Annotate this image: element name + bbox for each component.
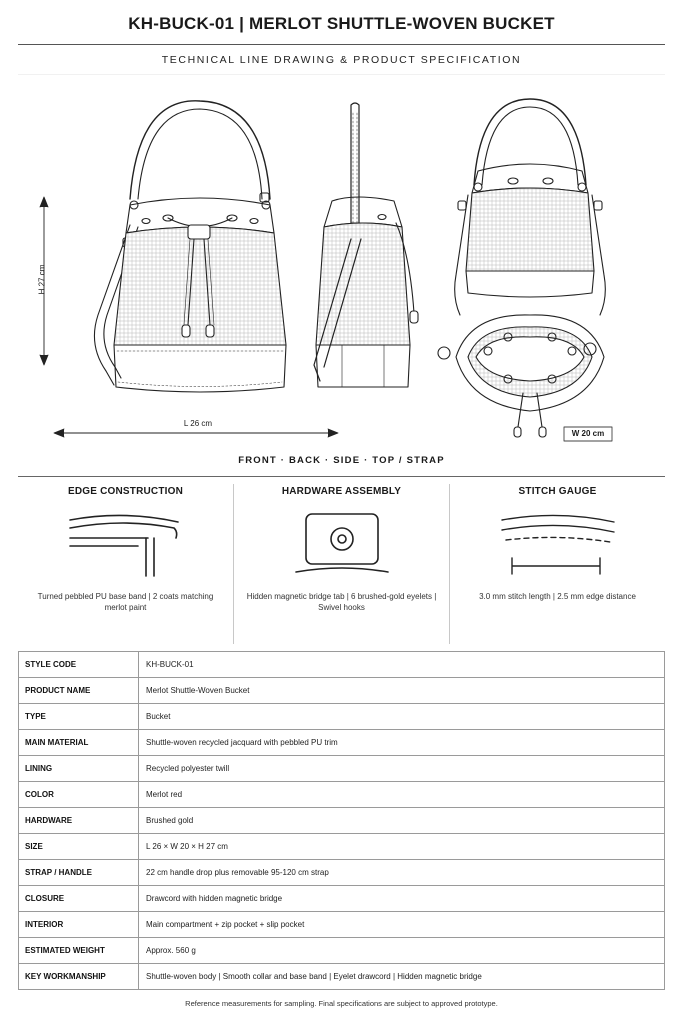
spec-label: LINING <box>19 756 139 782</box>
spec-label: KEY WORKMANSHIP <box>19 964 139 990</box>
table-row <box>19 860 665 886</box>
front-view-drawing <box>94 101 286 392</box>
detail-edge-construction <box>18 478 233 646</box>
detail-hardware-assembly <box>234 478 449 646</box>
title-divider <box>18 44 665 45</box>
back-view-drawing <box>455 99 606 315</box>
spec-label: TYPE <box>19 704 139 730</box>
spec-label: COLOR <box>19 782 139 808</box>
spec-label: STRAP / HANDLE <box>19 860 139 886</box>
hardware-assembly-icon <box>234 506 449 586</box>
side-view-drawing <box>314 103 418 387</box>
table-row <box>19 652 665 678</box>
spec-label: SIZE <box>19 834 139 860</box>
spec-value: Brushed gold <box>139 808 665 834</box>
table-row <box>19 730 665 756</box>
table-row <box>19 808 665 834</box>
table-row <box>19 756 665 782</box>
detail-text: Hidden magnetic bridge tab | 6 brushed-gold eyelets | Swivel hooks <box>246 592 437 612</box>
detail-stitch-gauge <box>450 478 665 646</box>
spec-value: L 26 × W 20 × H 27 cm <box>139 834 665 860</box>
spec-value: Merlot Shuttle-Woven Bucket <box>139 678 665 704</box>
spec-value: Drawcord with hidden magnetic bridge <box>139 886 665 912</box>
technical-line-drawing <box>18 75 665 475</box>
width-dimension-label: W 20 cm <box>571 429 605 438</box>
views-caption: FRONT · BACK · SIDE · TOP / STRAP <box>238 455 445 466</box>
footnote: Reference measurements for sampling. Final specifications are subject to approved prototype. <box>185 999 498 1008</box>
table-row <box>19 834 665 860</box>
spec-label: INTERIOR <box>19 912 139 938</box>
spec-label: CLOSURE <box>19 886 139 912</box>
spec-label: MAIN MATERIAL <box>19 730 139 756</box>
detail-text: Turned pebbled PU base band | 2 coats matching merlot paint <box>37 592 214 612</box>
spec-value: Shuttle-woven body | Smooth collar and base band | Eyelet drawcord | Hidden magnetic bridge <box>139 964 665 990</box>
detail-text: 3.0 mm stitch length | 2.5 mm edge distance <box>479 592 636 601</box>
technical-drawing-panel <box>18 74 665 474</box>
specification-table <box>18 651 665 990</box>
length-dimension-label: L 26 cm <box>183 419 213 428</box>
spec-value: 22 cm handle drop plus removable 95-120 cm strap <box>139 860 665 886</box>
table-row <box>19 704 665 730</box>
spec-value: Bucket <box>139 704 665 730</box>
detail-heading: STITCH GAUGE <box>518 486 597 497</box>
top-view-drawing <box>438 315 604 437</box>
height-dimension-label: H 27 cm <box>37 264 47 295</box>
table-row <box>19 912 665 938</box>
table-row <box>19 886 665 912</box>
table-row <box>19 782 665 808</box>
spec-label: STYLE CODE <box>19 652 139 678</box>
drawing-panel-divider <box>18 476 665 477</box>
spec-label: ESTIMATED WEIGHT <box>19 938 139 964</box>
spec-value: Main compartment + zip pocket + slip pocket <box>139 912 665 938</box>
stitch-gauge-icon <box>450 506 665 586</box>
table-row <box>19 938 665 964</box>
spec-value: KH-BUCK-01 <box>139 652 665 678</box>
page-subtitle: TECHNICAL LINE DRAWING & PRODUCT SPECIFICATION <box>161 54 522 66</box>
detail-heading: EDGE CONSTRUCTION <box>67 486 184 497</box>
edge-construction-icon <box>18 506 233 586</box>
spec-value: Shuttle-woven recycled jacquard with pebbled PU trim <box>139 730 665 756</box>
table-row <box>19 678 665 704</box>
table-row <box>19 964 665 990</box>
page-title: KH-BUCK-01 | MERLOT SHUTTLE-WOVEN BUCKET <box>128 14 555 33</box>
spec-value: Recycled polyester twill <box>139 756 665 782</box>
spec-value: Merlot red <box>139 782 665 808</box>
spec-label: HARDWARE <box>19 808 139 834</box>
spec-value: Approx. 560 g <box>139 938 665 964</box>
spec-label: PRODUCT NAME <box>19 678 139 704</box>
detail-heading: HARDWARE ASSEMBLY <box>281 486 402 497</box>
